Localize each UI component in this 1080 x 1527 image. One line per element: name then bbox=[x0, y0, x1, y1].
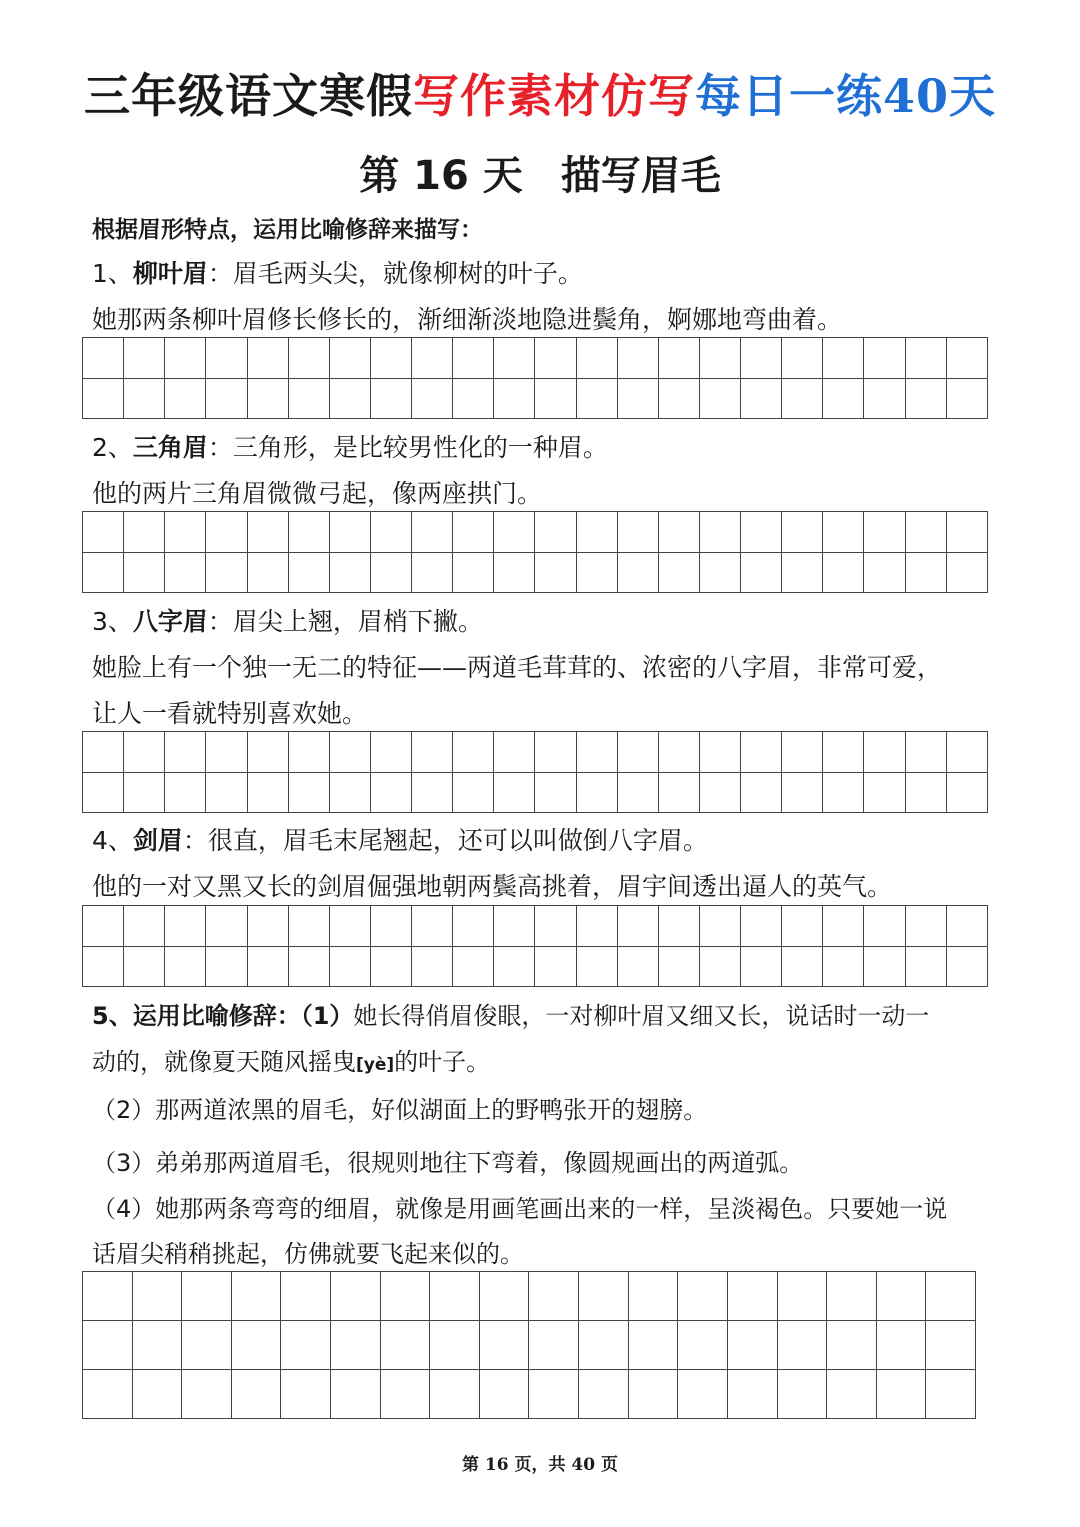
grid-cell[interactable] bbox=[132, 1272, 182, 1321]
grid-cell[interactable] bbox=[579, 1272, 629, 1321]
grid-cell[interactable] bbox=[741, 732, 782, 773]
grid-cell[interactable] bbox=[905, 732, 946, 773]
item-4-number: 4、 bbox=[92, 826, 133, 855]
grid-cell[interactable] bbox=[83, 946, 124, 987]
grid-cell[interactable] bbox=[453, 732, 494, 773]
grid-cell[interactable] bbox=[83, 772, 124, 813]
grid-cell[interactable] bbox=[124, 378, 165, 419]
grid-cell[interactable] bbox=[479, 1321, 529, 1370]
grid-cell[interactable] bbox=[182, 1370, 232, 1419]
grid-cell[interactable] bbox=[617, 946, 658, 987]
grid-cell[interactable] bbox=[864, 772, 905, 813]
grid-cell[interactable] bbox=[782, 338, 823, 379]
instruction: 根据眉形特点，运用比喻修辞来描写： bbox=[92, 217, 483, 243]
grid-cell[interactable] bbox=[288, 906, 329, 947]
grid-cell[interactable] bbox=[535, 732, 576, 773]
grid-cell[interactable] bbox=[281, 1370, 331, 1419]
lesson-day: 第 16 天 bbox=[359, 153, 523, 199]
grid-cell[interactable] bbox=[165, 772, 206, 813]
grid-cell[interactable] bbox=[777, 1272, 827, 1321]
grid-cell[interactable] bbox=[876, 1321, 926, 1370]
grid-cell[interactable] bbox=[165, 512, 206, 553]
grid-cell[interactable] bbox=[83, 1321, 133, 1370]
grid-cell[interactable] bbox=[412, 906, 453, 947]
section-5-line2 bbox=[92, 1045, 992, 1082]
grid-cell[interactable] bbox=[247, 946, 288, 987]
grid-cell[interactable] bbox=[535, 772, 576, 813]
grid-cell[interactable] bbox=[876, 1370, 926, 1419]
title-part-blue: 每日一练40天 bbox=[694, 69, 996, 123]
grid-cell[interactable] bbox=[453, 552, 494, 593]
grid-cell[interactable] bbox=[576, 946, 617, 987]
grid-cell[interactable] bbox=[782, 772, 823, 813]
grid-cell[interactable] bbox=[231, 1370, 281, 1419]
item-2-number: 2、 bbox=[92, 433, 133, 462]
grid-cell[interactable] bbox=[453, 378, 494, 419]
grid-cell[interactable] bbox=[864, 552, 905, 593]
grid-cell[interactable] bbox=[83, 906, 124, 947]
grid-cell[interactable] bbox=[579, 1321, 629, 1370]
grid-cell[interactable] bbox=[782, 512, 823, 553]
grid-cell[interactable] bbox=[926, 1272, 976, 1321]
grid-cell[interactable] bbox=[823, 378, 864, 419]
grid-cell[interactable] bbox=[206, 552, 247, 593]
grid-cell[interactable] bbox=[206, 772, 247, 813]
grid-cell[interactable] bbox=[741, 338, 782, 379]
grid-cell[interactable] bbox=[946, 906, 987, 947]
worksheet-title bbox=[0, 60, 1080, 126]
grid-cell[interactable] bbox=[206, 732, 247, 773]
grid-cell[interactable] bbox=[658, 512, 699, 553]
grid-cell[interactable] bbox=[823, 772, 864, 813]
item-3-example-line1: 她脸上有一个独一无二的特征——两道毛茸茸的、浓密的八字眉，非常可爱， bbox=[92, 653, 943, 682]
section-5-ex3: （3）弟弟那两道眉毛，很规则地往下弯着，像圆规画出的两道弧。 bbox=[92, 1149, 804, 1177]
grid-cell[interactable] bbox=[124, 946, 165, 987]
item-2-desc: ：三角形，是比较男性化的一种眉。 bbox=[207, 433, 608, 462]
grid-cell[interactable] bbox=[617, 338, 658, 379]
grid-cell[interactable] bbox=[617, 378, 658, 419]
grid-cell[interactable] bbox=[288, 552, 329, 593]
grid-cell[interactable] bbox=[329, 906, 370, 947]
grid-cell[interactable] bbox=[535, 946, 576, 987]
grid-cell[interactable] bbox=[777, 1370, 827, 1419]
grid-cell[interactable] bbox=[83, 512, 124, 553]
grid-cell[interactable] bbox=[453, 906, 494, 947]
writing-grid-2[interactable] bbox=[82, 511, 988, 593]
grid-cell[interactable] bbox=[741, 552, 782, 593]
grid-cell[interactable] bbox=[165, 378, 206, 419]
grid-cell[interactable] bbox=[370, 946, 411, 987]
item-4-name: 剑眉 bbox=[132, 826, 183, 855]
grid-cell[interactable] bbox=[699, 772, 740, 813]
grid-cell[interactable] bbox=[946, 732, 987, 773]
grid-cell[interactable] bbox=[453, 338, 494, 379]
grid-row bbox=[83, 946, 988, 987]
grid-cell[interactable] bbox=[823, 512, 864, 553]
grid-cell[interactable] bbox=[494, 378, 535, 419]
writing-grid-1[interactable] bbox=[82, 337, 988, 419]
title-part-red: 写作素材仿写 bbox=[412, 69, 695, 123]
grid-cell[interactable] bbox=[331, 1321, 381, 1370]
grid-cell[interactable] bbox=[946, 512, 987, 553]
grid-cell[interactable] bbox=[370, 338, 411, 379]
grid-row bbox=[83, 378, 988, 419]
grid-cell[interactable] bbox=[124, 512, 165, 553]
grid-cell[interactable] bbox=[905, 338, 946, 379]
grid-cell[interactable] bbox=[827, 1321, 877, 1370]
item-3-name: 八字眉 bbox=[132, 607, 208, 636]
grid-cell[interactable] bbox=[412, 732, 453, 773]
grid-cell[interactable] bbox=[206, 378, 247, 419]
grid-cell[interactable] bbox=[370, 552, 411, 593]
item-1-name: 柳叶眉 bbox=[132, 259, 208, 288]
grid-cell[interactable] bbox=[529, 1321, 579, 1370]
section-5-ex4-line1: （4）她那两条弯弯的细眉，就像是用画笔画出来的一样，呈淡褐色。只要她一说 bbox=[92, 1195, 948, 1223]
grid-cell[interactable] bbox=[782, 906, 823, 947]
grid-cell[interactable] bbox=[329, 552, 370, 593]
grid-cell[interactable] bbox=[247, 338, 288, 379]
grid-cell[interactable] bbox=[331, 1370, 381, 1419]
grid-cell[interactable] bbox=[412, 946, 453, 987]
grid-cell[interactable] bbox=[864, 732, 905, 773]
grid-cell[interactable] bbox=[479, 1272, 529, 1321]
grid-cell[interactable] bbox=[288, 512, 329, 553]
grid-cell[interactable] bbox=[946, 946, 987, 987]
grid-cell[interactable] bbox=[678, 1321, 728, 1370]
grid-cell[interactable] bbox=[206, 338, 247, 379]
grid-cell[interactable] bbox=[727, 1321, 777, 1370]
grid-cell[interactable] bbox=[658, 732, 699, 773]
grid-row bbox=[83, 772, 988, 813]
grid-cell[interactable] bbox=[905, 512, 946, 553]
item-2-heading bbox=[92, 431, 992, 465]
grid-cell[interactable] bbox=[905, 772, 946, 813]
grid-cell[interactable] bbox=[576, 906, 617, 947]
grid-cell[interactable] bbox=[658, 772, 699, 813]
grid-row bbox=[83, 512, 988, 553]
grid-cell[interactable] bbox=[658, 946, 699, 987]
grid-cell[interactable] bbox=[699, 946, 740, 987]
grid-cell[interactable] bbox=[430, 1272, 480, 1321]
section-5-ex1-line2a: 动的，就像夏天随风摇曳 bbox=[92, 1048, 356, 1076]
grid-cell[interactable] bbox=[823, 906, 864, 947]
grid-cell[interactable] bbox=[132, 1321, 182, 1370]
grid-cell[interactable] bbox=[699, 378, 740, 419]
grid-cell[interactable] bbox=[165, 338, 206, 379]
grid-cell[interactable] bbox=[946, 772, 987, 813]
grid-cell[interactable] bbox=[905, 906, 946, 947]
grid-row bbox=[83, 1272, 976, 1321]
grid-cell[interactable] bbox=[658, 906, 699, 947]
section-5-ex2: （2）那两道浓黑的眉毛，好似湖面上的野鸭张开的翅膀。 bbox=[92, 1096, 708, 1124]
grid-cell[interactable] bbox=[905, 946, 946, 987]
grid-cell[interactable] bbox=[741, 946, 782, 987]
grid-cell[interactable] bbox=[165, 946, 206, 987]
grid-cell[interactable] bbox=[247, 906, 288, 947]
grid-cell[interactable] bbox=[124, 732, 165, 773]
grid-cell[interactable] bbox=[529, 1272, 579, 1321]
grid-cell[interactable] bbox=[678, 1370, 728, 1419]
item-3-desc: ：眉尖上翘，眉梢下撇。 bbox=[207, 607, 483, 636]
grid-cell[interactable] bbox=[678, 1272, 728, 1321]
grid-cell[interactable] bbox=[331, 1272, 381, 1321]
grid-cell[interactable] bbox=[281, 1272, 331, 1321]
grid-cell[interactable] bbox=[329, 512, 370, 553]
grid-cell[interactable] bbox=[124, 552, 165, 593]
grid-cell[interactable] bbox=[412, 772, 453, 813]
grid-cell[interactable] bbox=[247, 772, 288, 813]
grid-cell[interactable] bbox=[206, 906, 247, 947]
grid-cell[interactable] bbox=[823, 338, 864, 379]
grid-cell[interactable] bbox=[329, 378, 370, 419]
grid-cell[interactable] bbox=[905, 378, 946, 419]
grid-cell[interactable] bbox=[124, 338, 165, 379]
grid-cell[interactable] bbox=[288, 946, 329, 987]
grid-cell[interactable] bbox=[617, 552, 658, 593]
grid-cell[interactable] bbox=[231, 1272, 281, 1321]
grid-row bbox=[83, 906, 988, 947]
grid-cell[interactable] bbox=[827, 1272, 877, 1321]
grid-cell[interactable] bbox=[329, 732, 370, 773]
grid-cell[interactable] bbox=[946, 378, 987, 419]
grid-cell[interactable] bbox=[782, 552, 823, 593]
grid-cell[interactable] bbox=[380, 1370, 430, 1419]
grid-cell[interactable] bbox=[165, 732, 206, 773]
item-3-heading bbox=[92, 605, 992, 639]
grid-cell[interactable] bbox=[827, 1370, 877, 1419]
item-3-example-line2: 让人一看就特别喜欢她。 bbox=[92, 699, 368, 728]
grid-cell[interactable] bbox=[329, 338, 370, 379]
grid-cell[interactable] bbox=[576, 512, 617, 553]
grid-cell[interactable] bbox=[823, 946, 864, 987]
grid-cell[interactable] bbox=[494, 906, 535, 947]
grid-cell[interactable] bbox=[617, 906, 658, 947]
grid-cell[interactable] bbox=[617, 732, 658, 773]
grid-cell[interactable] bbox=[535, 338, 576, 379]
grid-row bbox=[83, 1370, 976, 1419]
grid-cell[interactable] bbox=[535, 378, 576, 419]
grid-cell[interactable] bbox=[946, 552, 987, 593]
grid-cell[interactable] bbox=[83, 338, 124, 379]
grid-cell[interactable] bbox=[182, 1272, 232, 1321]
grid-cell[interactable] bbox=[576, 338, 617, 379]
grid-cell[interactable] bbox=[617, 772, 658, 813]
grid-cell[interactable] bbox=[658, 552, 699, 593]
page-footer: 第 16 页，共 40 页 bbox=[462, 1455, 618, 1475]
section-5-ex4-line2: 话眉尖稍稍挑起，仿佛就要飞起来似的。 bbox=[92, 1240, 524, 1268]
grid-cell[interactable] bbox=[247, 552, 288, 593]
grid-cell[interactable] bbox=[182, 1321, 232, 1370]
grid-cell[interactable] bbox=[329, 946, 370, 987]
grid-cell[interactable] bbox=[658, 338, 699, 379]
grid-cell[interactable] bbox=[576, 552, 617, 593]
grid-cell[interactable] bbox=[905, 552, 946, 593]
item-4-heading bbox=[92, 824, 992, 858]
grid-cell[interactable] bbox=[535, 552, 576, 593]
grid-cell[interactable] bbox=[165, 552, 206, 593]
grid-cell[interactable] bbox=[247, 512, 288, 553]
grid-cell[interactable] bbox=[864, 906, 905, 947]
writing-grid-3[interactable] bbox=[82, 731, 988, 813]
grid-cell[interactable] bbox=[247, 378, 288, 419]
grid-cell[interactable] bbox=[430, 1321, 480, 1370]
grid-cell[interactable] bbox=[494, 946, 535, 987]
item-4-desc: ：很直，眉毛末尾翘起，还可以叫做倒八字眉。 bbox=[182, 826, 708, 855]
pinyin-annotation: [yè] bbox=[356, 1055, 395, 1075]
grid-cell[interactable] bbox=[727, 1370, 777, 1419]
grid-cell[interactable] bbox=[288, 732, 329, 773]
item-1-heading bbox=[92, 257, 992, 291]
grid-cell[interactable] bbox=[876, 1272, 926, 1321]
item-1-example: 她那两条柳叶眉修长修长的，渐细渐淡地隐进鬓角，婀娜地弯曲着。 bbox=[92, 305, 843, 334]
grid-row bbox=[83, 338, 988, 379]
lesson-topic: 描写眉毛 bbox=[560, 153, 721, 199]
grid-cell[interactable] bbox=[83, 1370, 133, 1419]
grid-cell[interactable] bbox=[741, 512, 782, 553]
grid-cell[interactable] bbox=[628, 1370, 678, 1419]
grid-cell[interactable] bbox=[83, 732, 124, 773]
grid-cell[interactable] bbox=[727, 1272, 777, 1321]
grid-cell[interactable] bbox=[494, 732, 535, 773]
grid-cell[interactable] bbox=[576, 378, 617, 419]
grid-cell[interactable] bbox=[741, 772, 782, 813]
grid-cell[interactable] bbox=[823, 732, 864, 773]
grid-row bbox=[83, 1321, 976, 1370]
grid-cell[interactable] bbox=[453, 512, 494, 553]
grid-cell[interactable] bbox=[529, 1370, 579, 1419]
grid-cell[interactable] bbox=[926, 1321, 976, 1370]
grid-cell[interactable] bbox=[412, 338, 453, 379]
grid-cell[interactable] bbox=[576, 772, 617, 813]
grid-cell[interactable] bbox=[380, 1272, 430, 1321]
grid-cell[interactable] bbox=[165, 906, 206, 947]
writing-grid-5[interactable] bbox=[82, 1271, 976, 1419]
grid-cell[interactable] bbox=[329, 772, 370, 813]
grid-cell[interactable] bbox=[494, 552, 535, 593]
section-5-heading: 5、运用比喻修辞：（1） bbox=[92, 1002, 354, 1030]
grid-cell[interactable] bbox=[288, 772, 329, 813]
grid-cell[interactable] bbox=[412, 552, 453, 593]
grid-row bbox=[83, 732, 988, 773]
grid-cell[interactable] bbox=[479, 1370, 529, 1419]
grid-cell[interactable] bbox=[206, 946, 247, 987]
grid-cell[interactable] bbox=[782, 378, 823, 419]
grid-cell[interactable] bbox=[494, 338, 535, 379]
grid-cell[interactable] bbox=[370, 512, 411, 553]
grid-cell[interactable] bbox=[864, 338, 905, 379]
grid-cell[interactable] bbox=[628, 1272, 678, 1321]
grid-cell[interactable] bbox=[864, 946, 905, 987]
grid-cell[interactable] bbox=[782, 946, 823, 987]
grid-cell[interactable] bbox=[699, 338, 740, 379]
grid-cell[interactable] bbox=[453, 946, 494, 987]
grid-cell[interactable] bbox=[864, 512, 905, 553]
grid-cell[interactable] bbox=[132, 1370, 182, 1419]
grid-cell[interactable] bbox=[741, 378, 782, 419]
grid-cell[interactable] bbox=[617, 512, 658, 553]
grid-cell[interactable] bbox=[83, 1272, 133, 1321]
grid-cell[interactable] bbox=[699, 552, 740, 593]
item-1-desc: ：眉毛两头尖，就像柳树的叶子。 bbox=[207, 259, 583, 288]
grid-cell[interactable] bbox=[412, 378, 453, 419]
grid-cell[interactable] bbox=[380, 1321, 430, 1370]
item-1-number: 1、 bbox=[92, 259, 133, 288]
grid-row bbox=[83, 552, 988, 593]
grid-cell[interactable] bbox=[864, 378, 905, 419]
item-3-number: 3、 bbox=[92, 607, 133, 636]
grid-cell[interactable] bbox=[124, 906, 165, 947]
lesson-heading bbox=[0, 144, 1080, 201]
grid-cell[interactable] bbox=[741, 906, 782, 947]
item-4-example: 他的一对又黑又长的剑眉倔强地朝两鬓高挑着，眉宇间透出逼人的英气。 bbox=[92, 872, 893, 901]
title-part-black: 三年级语文寒假 bbox=[83, 69, 413, 123]
grid-cell[interactable] bbox=[777, 1321, 827, 1370]
grid-cell[interactable] bbox=[288, 378, 329, 419]
grid-cell[interactable] bbox=[430, 1370, 480, 1419]
grid-cell[interactable] bbox=[699, 732, 740, 773]
grid-cell[interactable] bbox=[576, 732, 617, 773]
grid-cell[interactable] bbox=[823, 552, 864, 593]
grid-cell[interactable] bbox=[579, 1370, 629, 1419]
grid-cell[interactable] bbox=[699, 512, 740, 553]
item-2-name: 三角眉 bbox=[132, 433, 208, 462]
section-5-line1 bbox=[92, 999, 992, 1033]
section-5-ex1-line1: 她长得俏眉俊眼，一对柳叶眉又细又长，说话时一动一 bbox=[353, 1002, 930, 1030]
grid-cell[interactable] bbox=[370, 906, 411, 947]
grid-cell[interactable] bbox=[658, 378, 699, 419]
grid-cell[interactable] bbox=[288, 338, 329, 379]
grid-cell[interactable] bbox=[247, 732, 288, 773]
grid-cell[interactable] bbox=[494, 772, 535, 813]
grid-cell[interactable] bbox=[231, 1321, 281, 1370]
grid-cell[interactable] bbox=[535, 906, 576, 947]
grid-cell[interactable] bbox=[281, 1321, 331, 1370]
grid-cell[interactable] bbox=[628, 1321, 678, 1370]
grid-cell[interactable] bbox=[453, 772, 494, 813]
grid-cell[interactable] bbox=[83, 378, 124, 419]
grid-cell[interactable] bbox=[535, 512, 576, 553]
grid-cell[interactable] bbox=[370, 378, 411, 419]
grid-cell[interactable] bbox=[494, 512, 535, 553]
writing-grid-4[interactable] bbox=[82, 905, 988, 987]
grid-cell[interactable] bbox=[370, 732, 411, 773]
grid-cell[interactable] bbox=[926, 1370, 976, 1419]
grid-cell[interactable] bbox=[782, 732, 823, 773]
item-2-example: 他的两片三角眉微微弓起，像两座拱门。 bbox=[92, 479, 543, 508]
grid-cell[interactable] bbox=[412, 512, 453, 553]
grid-cell[interactable] bbox=[124, 772, 165, 813]
grid-cell[interactable] bbox=[946, 338, 987, 379]
grid-cell[interactable] bbox=[370, 772, 411, 813]
section-5-ex1-line2b: 的叶子。 bbox=[394, 1048, 491, 1076]
grid-cell[interactable] bbox=[699, 906, 740, 947]
grid-cell[interactable] bbox=[206, 512, 247, 553]
grid-cell[interactable] bbox=[83, 552, 124, 593]
